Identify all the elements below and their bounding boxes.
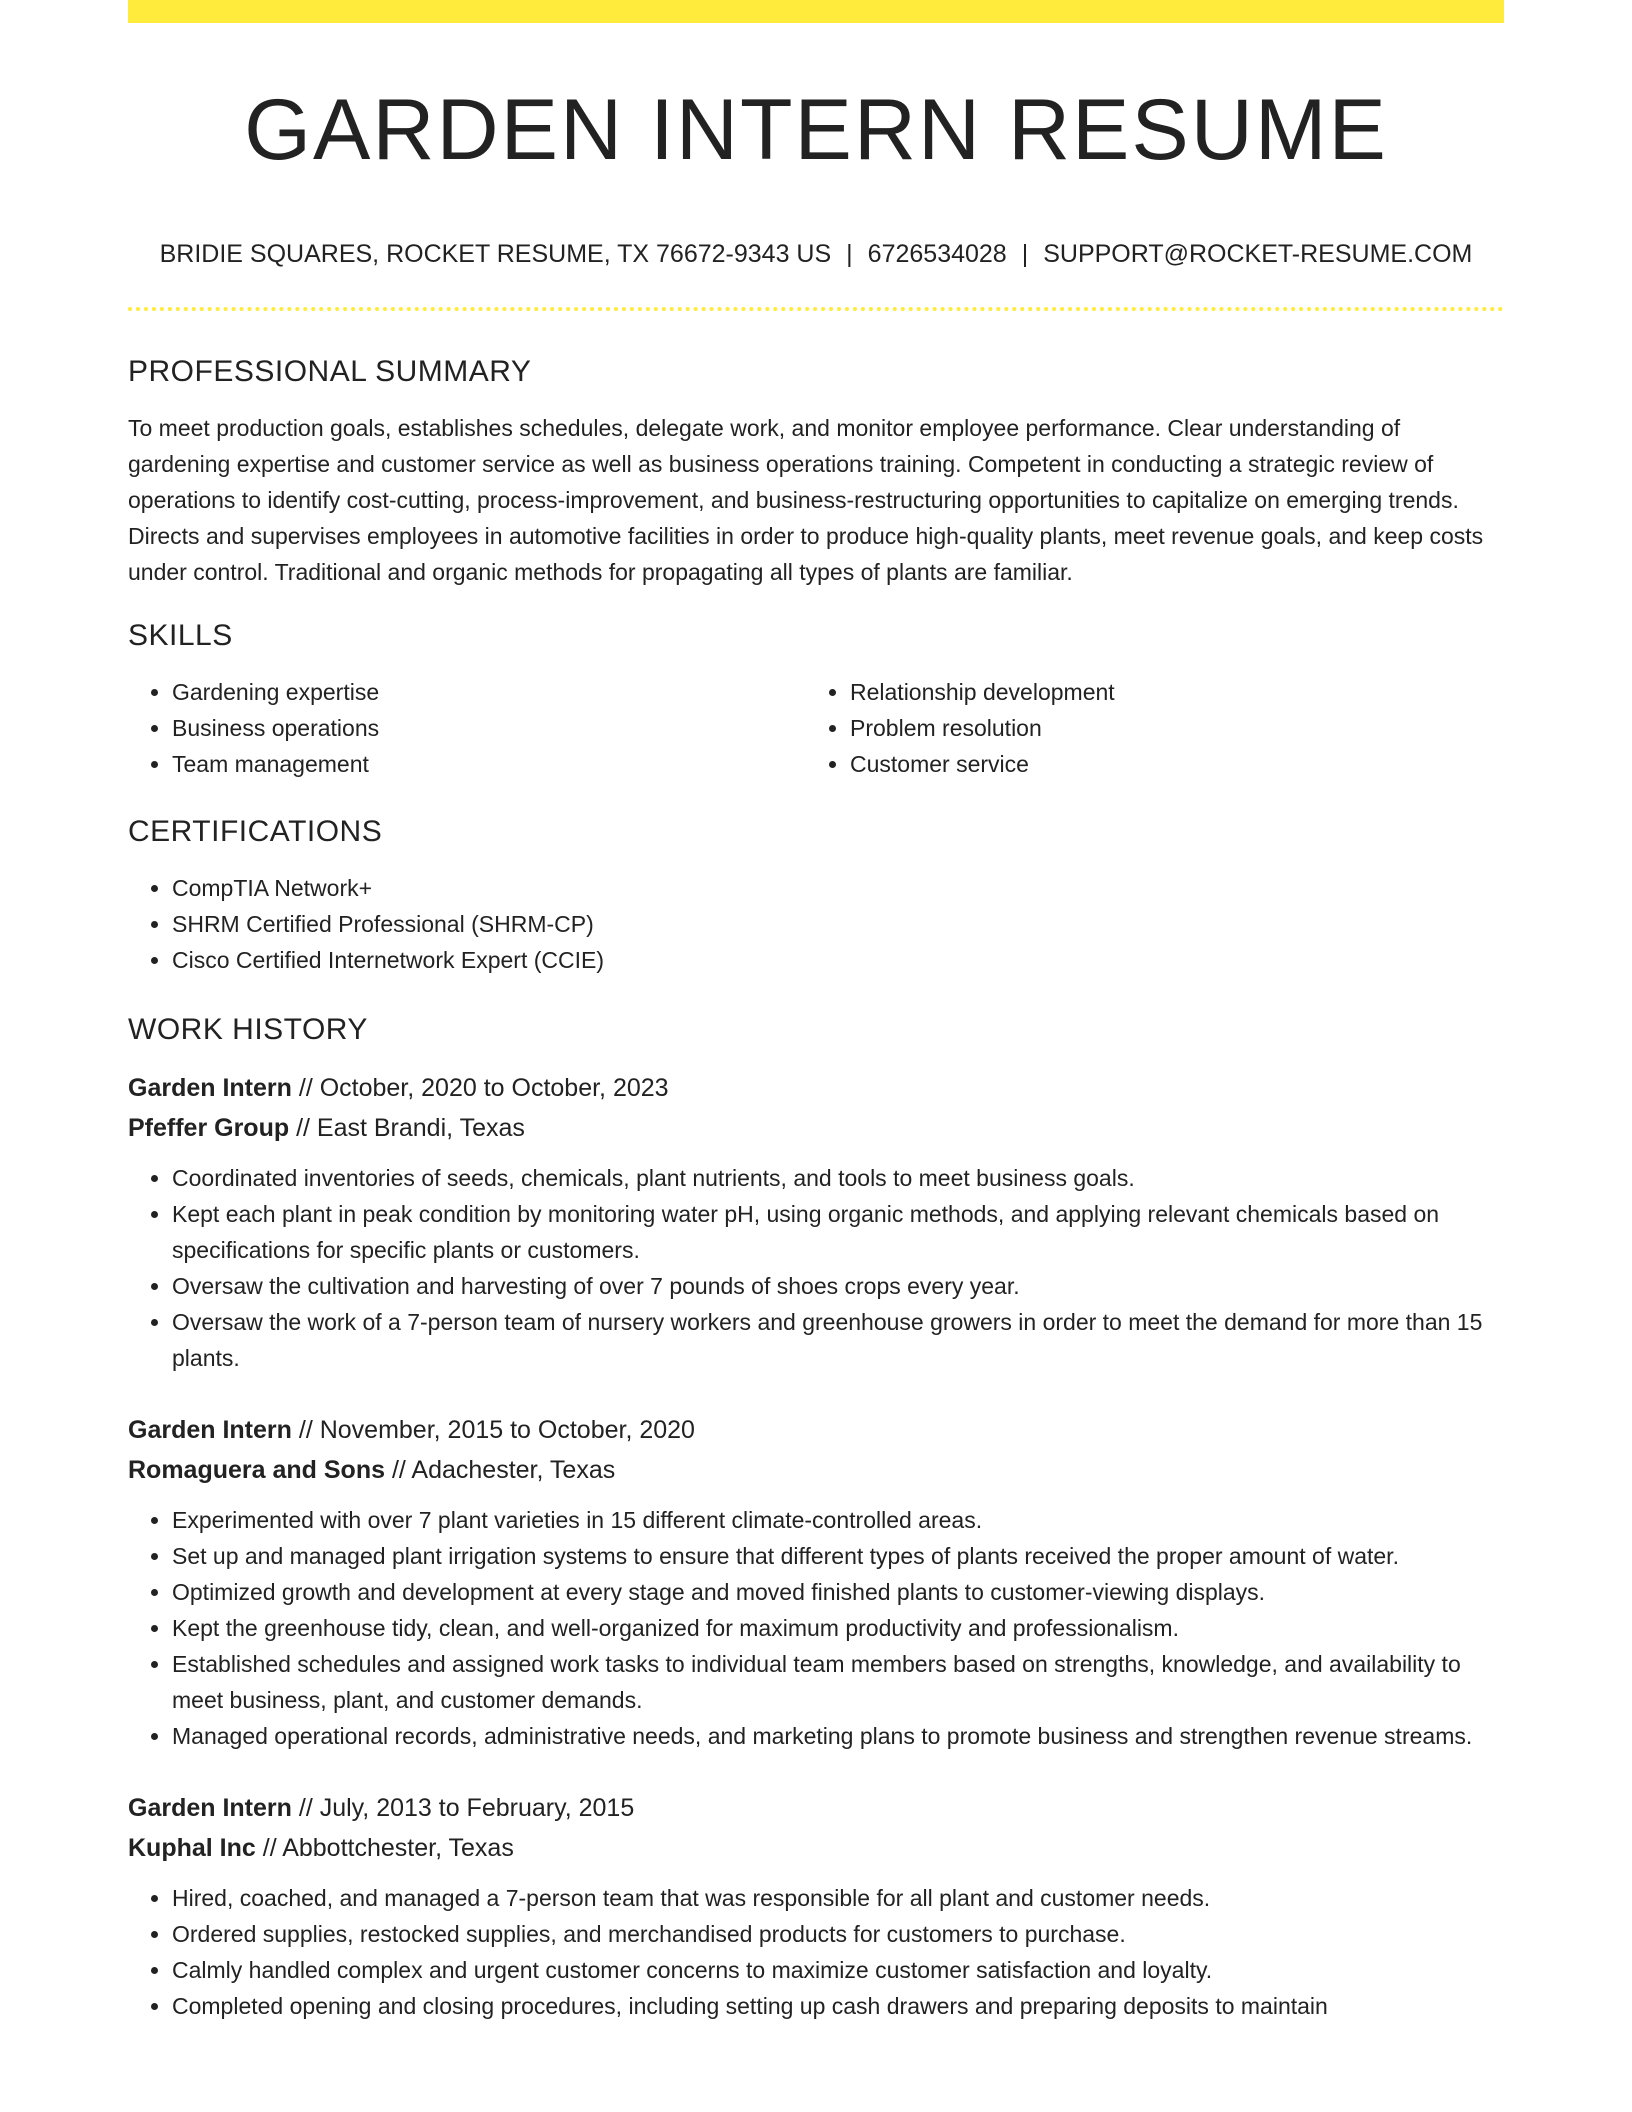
skill-item: • Gardening expertise bbox=[172, 674, 806, 710]
skill-item: • Relationship development bbox=[850, 674, 1484, 710]
job-bullet: • Calmly handled complex and urgent customer concerns to maximize customer satisfaction and loyalty. bbox=[172, 1952, 1504, 1988]
job-company-line bbox=[128, 1450, 1504, 1490]
contact-email: SUPPORT@ROCKET-RESUME.COM bbox=[1043, 240, 1473, 268]
certifications-list bbox=[128, 870, 1504, 978]
resume-content bbox=[128, 352, 1504, 2058]
job-bullet: • Kept each plant in peak condition by monitoring water pH, using organic methods, and applying relevant chemicals based on specifications for specific plants or customers. bbox=[172, 1196, 1504, 1268]
job-location: // Abbottchester, Texas bbox=[255, 1834, 514, 1862]
job-location: // Adachester, Texas bbox=[385, 1456, 616, 1484]
contact-line bbox=[128, 236, 1504, 272]
job-location: // East Brandi, Texas bbox=[289, 1114, 525, 1142]
job-title-line bbox=[128, 1788, 1504, 1828]
skill-item: • Team management bbox=[172, 746, 806, 782]
job-title-line bbox=[128, 1068, 1504, 1108]
job-bullet: • Hired, coached, and managed a 7-person team that was responsible for all plant and customer needs. bbox=[172, 1880, 1504, 1916]
contact-phone: 6726534028 bbox=[867, 240, 1007, 268]
job-bullet: • Set up and managed plant irrigation systems to ensure that different types of plants received the proper amount of water. bbox=[172, 1538, 1504, 1574]
summary-text: To meet production goals, establishes schedules, delegate work, and monitor employee performance. Clear understanding of gardening expertise and customer service as well as business operations training. Competent in conducting a strategic review of operations to identify cost-cutting, process-improvement, and business-restructuring opportunities to capitalize on emerging trends. Directs and supervises employees in automotive facilities in order to produce high-quality plants, meet revenue goals, and keep costs under control. Traditional and organic methods for propagating all types of plants are familiar. bbox=[128, 415, 1484, 585]
job-company: Pfeffer Group bbox=[128, 1114, 290, 1142]
job-dates: // November, 2015 to October, 2020 bbox=[291, 1416, 695, 1444]
skills-right-list bbox=[806, 674, 1484, 782]
contact-address: BRIDIE SQUARES, ROCKET RESUME, TX 76672-9343 US bbox=[159, 240, 832, 268]
job-company-line bbox=[128, 1828, 1504, 1868]
job-bullet: • Coordinated inventories of seeds, chemicals, plant nutrients, and tools to meet business goals. bbox=[172, 1160, 1504, 1196]
job-bullet: • Ordered supplies, restocked supplies, and merchandised products for customers to purchase. bbox=[172, 1916, 1504, 1952]
job-bullet: • Managed operational records, administrative needs, and marketing plans to promote business and strengthen revenue streams. bbox=[172, 1718, 1504, 1754]
certification-item: • SHRM Certified Professional (SHRM-CP) bbox=[172, 906, 1504, 942]
skill-item: • Customer service bbox=[850, 746, 1484, 782]
certification-item: • CompTIA Network+ bbox=[172, 870, 1504, 906]
skills-left-list bbox=[128, 674, 806, 782]
job-title: Garden Intern bbox=[128, 1794, 292, 1822]
skill-item: • Problem resolution bbox=[850, 710, 1484, 746]
skills-columns bbox=[128, 674, 1504, 782]
job-title: Garden Intern bbox=[128, 1416, 292, 1444]
job-bullet: • Optimized growth and development at every stage and moved finished plants to customer-viewing displays. bbox=[172, 1574, 1504, 1610]
job-title-line bbox=[128, 1410, 1504, 1450]
work-history-section bbox=[128, 1010, 1504, 2024]
certifications-heading: CERTIFICATIONS bbox=[128, 815, 383, 848]
certification-item: • Cisco Certified Internetwork Expert (CCIE) bbox=[172, 942, 1504, 978]
certifications-section bbox=[128, 812, 1504, 978]
contact-separator: | bbox=[1021, 240, 1029, 268]
job-bullet: • Kept the greenhouse tidy, clean, and well-organized for maximum productivity and professionalism. bbox=[172, 1610, 1504, 1646]
dotted-divider bbox=[128, 307, 1504, 311]
job-bullets bbox=[128, 1502, 1504, 1754]
job-company-line bbox=[128, 1108, 1504, 1148]
contact-separator: | bbox=[846, 240, 853, 268]
accent-top-bar bbox=[128, 0, 1504, 23]
job-bullet: • Oversaw the work of a 7-person team of nursery workers and greenhouse growers in order to meet the demand for more than 15 plants. bbox=[172, 1304, 1504, 1376]
summary-section bbox=[128, 352, 1504, 590]
job-bullet: • Experimented with over 7 plant varieties in 15 different climate-controlled areas. bbox=[172, 1502, 1504, 1538]
summary-heading: PROFESSIONAL SUMMARY bbox=[128, 355, 532, 388]
job-bullets bbox=[128, 1160, 1504, 1376]
resume-title: GARDEN INTERN RESUME bbox=[244, 82, 1388, 178]
job-bullet: • Oversaw the cultivation and harvesting of over 7 pounds of shoes crops every year. bbox=[172, 1268, 1504, 1304]
job-dates: // October, 2020 to October, 2023 bbox=[291, 1074, 669, 1102]
skill-item: • Business operations bbox=[172, 710, 806, 746]
resume-page bbox=[128, 0, 1504, 2112]
job-bullet: • Established schedules and assigned work tasks to individual team members based on strengths, knowledge, and availability to meet business, plant, and customer demands. bbox=[172, 1646, 1504, 1718]
work-history-heading: WORK HISTORY bbox=[128, 1013, 368, 1046]
job-title: Garden Intern bbox=[128, 1074, 292, 1102]
job-dates: // July, 2013 to February, 2015 bbox=[291, 1794, 635, 1822]
job-company: Kuphal Inc bbox=[128, 1834, 256, 1862]
job-bullets bbox=[128, 1880, 1504, 2024]
skills-heading: SKILLS bbox=[128, 619, 233, 652]
job-company: Romaguera and Sons bbox=[128, 1456, 385, 1484]
job-entry bbox=[128, 1788, 1504, 2024]
job-entry bbox=[128, 1410, 1504, 1754]
job-entry bbox=[128, 1068, 1504, 1376]
skills-section bbox=[128, 616, 1504, 782]
job-bullet: • Completed opening and closing procedures, including setting up cash drawers and preparing deposits to maintain bbox=[172, 1988, 1504, 2024]
